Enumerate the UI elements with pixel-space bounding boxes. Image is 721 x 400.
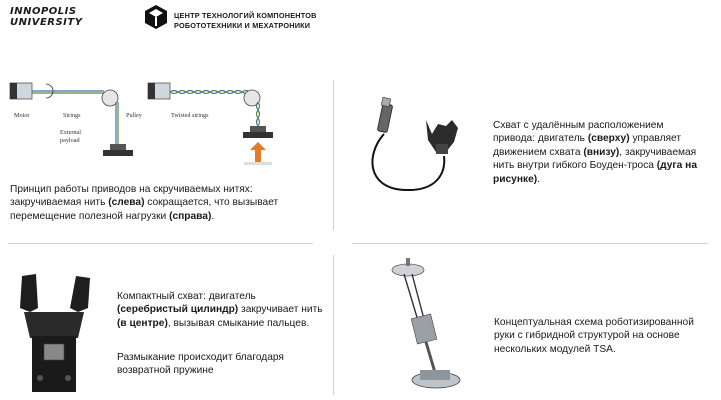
divider-vertical-bottom bbox=[333, 255, 334, 395]
label-strings: Strings bbox=[63, 112, 81, 119]
text-fragment: , вызывая смыкание пальцев. bbox=[167, 317, 310, 329]
text-emphasis: (сверху) bbox=[587, 133, 630, 145]
compact-gripper-text-2: Размыкание происходит благодаря возвратной пружине bbox=[117, 352, 284, 377]
text-emphasis: (в центре) bbox=[117, 317, 168, 329]
text-fragment: Принцип работы приводов на скручиваемых нитях: закручиваемая нить bbox=[10, 184, 253, 209]
text-fragment: . bbox=[211, 210, 215, 222]
bowden-gripper-text bbox=[493, 119, 703, 186]
center-name-line-2: РОБОТОТЕХНИКИ И МЕХАТРОНИКИ bbox=[174, 21, 311, 30]
text-fragment: закручивает нить bbox=[238, 304, 323, 316]
center-name-line-1: ЦЕНТР ТЕХНОЛОГИЙ КОМПОНЕНТОВ bbox=[174, 11, 317, 20]
tsa-principle-text bbox=[10, 183, 310, 223]
label-external-payload-2: payload bbox=[60, 137, 80, 144]
hybrid-arm-text: Концептуальная схема роботизированной руки с гибридной структурой на основе нескольких модулей TSA. bbox=[494, 317, 694, 355]
divider-horizontal-left bbox=[8, 243, 313, 244]
tsa-principle-diagram bbox=[6, 70, 276, 170]
text-fragment: Компактный схват: двигатель bbox=[117, 291, 256, 302]
compact-gripper-text bbox=[117, 290, 327, 330]
text-emphasis: (слева) bbox=[108, 197, 145, 209]
logo-line-1: INNOPOLIS bbox=[10, 6, 77, 17]
label-motor: Motor bbox=[14, 112, 30, 119]
label-twisted-strings: Twisted strings bbox=[171, 112, 209, 119]
hybrid-arm-image bbox=[380, 258, 470, 396]
text-fragment: сокращается, что вызывает перемещение полезной нагрузки bbox=[10, 197, 279, 222]
label-external-payload-1: External bbox=[60, 129, 81, 136]
text-fragment: Схват с удалённым расположением привода: двигатель bbox=[493, 120, 664, 145]
label-pulley: Pulley bbox=[126, 112, 142, 119]
innopolis-logo bbox=[10, 6, 100, 30]
text-emphasis: (справа) bbox=[169, 210, 212, 222]
center-logo bbox=[144, 4, 344, 32]
text-fragment: . bbox=[537, 173, 540, 185]
text-emphasis: (серебристый цилиндр) bbox=[117, 304, 239, 316]
text-emphasis: (дуга на рисунке) bbox=[493, 160, 697, 185]
logo-line-2: UNIVERSITY bbox=[10, 17, 83, 28]
divider-horizontal-right bbox=[352, 243, 708, 244]
text-fragment: , закручиваемая нить внутри гибкого Боуден-троса bbox=[493, 146, 697, 172]
compact-gripper-image bbox=[4, 268, 104, 396]
text-fragment: управляет движением схвата bbox=[493, 133, 682, 158]
bowden-gripper-image bbox=[366, 94, 476, 204]
text-emphasis: (внизу) bbox=[583, 146, 620, 158]
divider-vertical-top bbox=[333, 80, 334, 230]
center-logo-mark-icon bbox=[144, 4, 168, 30]
